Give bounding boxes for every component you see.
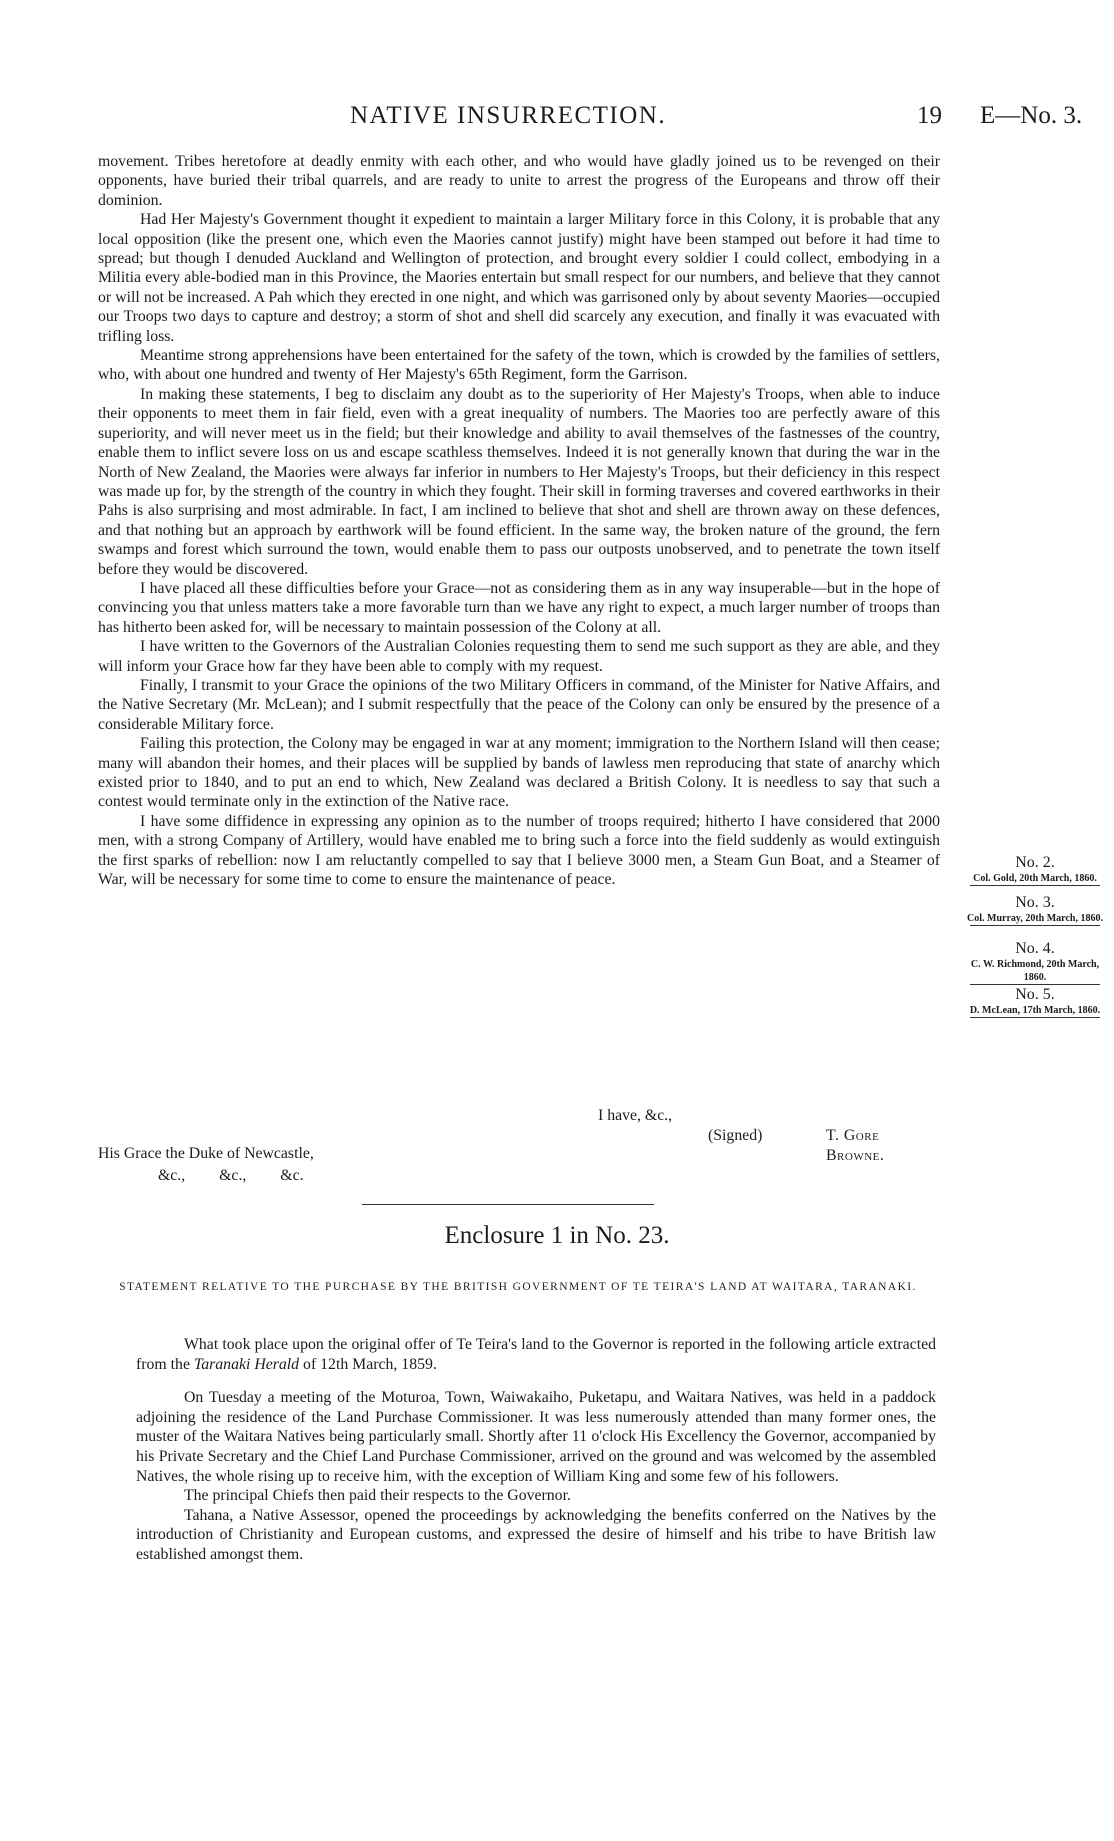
margin-note-number: No. 5. [1015,986,1055,1003]
margin-rule [970,925,1100,926]
margin-note-reference: D. McLean, 17th March, 1860. [969,1005,1101,1016]
page-header [0,102,1114,132]
paragraph: Had Her Majesty's Government thought it expedient to maintain a larger Military force in this Colony, it is probable that any local opposition (like the present one, which even the Maories cannot justify) might have been stamped out before it had time to spread; but though I denuded Auckland and Wellington of protection, and brought every soldier I could collect, embodying in a Militia every able-bodied man in this Province, the Maories entertain but small respect for our numbers, and believe that they cannot or will not be increased. A Pah which they erected in one night, and which was garrisoned only by about seventy Maories—occupied our Troops two days to capture and destroy; a storm of shot and shell did scarcely any execution, and finally it was evacuated with trifling loss. [98,211,940,345]
margin-rule [970,1017,1100,1018]
newspaper-name: Taranaki Herald [193,1355,300,1373]
section-divider [362,1204,654,1205]
addressee-etc: &c., &c., &c. [158,1167,304,1184]
paragraph: I have written to the Governors of the Australian Colonies requesting them to send me such support as they are able, and they will inform your Grace how far they have been able to comply with my request. [98,638,940,675]
intro-date: of 12th March, 1859. [299,1355,437,1373]
paragraph: I have placed all these difficulties before your Grace—not as considering them as in any way insuperable—but in the hope of convincing you that unless matters take a more favorable turn than we have any right to expect, a much larger number of troops than has hitherto been asked for, will be necessary to maintain possession of the Colony at all. [98,579,940,636]
margin-note-number: No. 4. [1015,940,1055,957]
signed-label: (Signed) [708,1127,763,1144]
margin-note [964,986,1106,1018]
margin-note-reference: Col. Murray, 20th March, 1860. [967,913,1103,924]
margin-rule [970,885,1100,886]
addressee: His Grace the Duke of Newcastle, [98,1145,314,1162]
paper-series: E—No. 3. [980,102,1083,129]
margin-note [964,894,1106,926]
paragraph: Failing this protection, the Colony may be engaged in war at any moment; immigration to the Northern Island will then cease; many will abandon their homes, and their places will be supplied by bands of lawless men reproducing that state of anarchy which existed prior to 1840, and to put an end to which, New Zealand was declared a British Colony. It is needless to say that such a contest would terminate only in the extinction of the Native race. [98,735,940,811]
margin-note-number: No. 2. [1015,854,1055,871]
margin-note-number: No. 3. [1015,894,1055,911]
paragraph: On Tuesday a meeting of the Moturoa, Town, Waiwakaiho, Puketapu, and Waitara Natives, was held in a paddock adjoining the residence of the Land Purchase Commissioner. It was less numerously attended than many former ones, the muster of the Waitara Natives being particularly small. Shortly after 11 o'clock His Excellency the Governor, accompanied by his Private Secretary and the Chief Land Purchase Commissioner, arrived on the ground and was welcomed by the assembled Natives, the whole rising up to receive him, with the exception of William King and some few of his followers. [136,1389,936,1485]
enclosure-body [136,1335,936,1565]
margin-note [964,854,1106,886]
paragraph: The principal Chiefs then paid their respects to the Governor. [184,1487,571,1505]
paragraph: Finally, I transmit to your Grace the opinions of the two Military Officers in command, of the Minister for Native Affairs, and the Native Secretary (Mr. McLean); and I submit respectfully that the peace of the Colony can only be ensured by the presence of a considerable Military force. [98,676,940,733]
margin-note-reference: Col. Gold, 20th March, 1860. [973,873,1097,884]
running-title: NATIVE INSURRECTION. [350,102,667,129]
paragraph: Tahana, a Native Assessor, opened the proceedings by acknowledging the benefits conferred on the Natives by the introduction of Christianity and European customs, and expressed the desire of himself and his tribe to have British law established amongst them. [136,1506,936,1563]
intro-text: What took place upon the original offer of Te Teira's land to the Governor is reported in the following article extracted from the [136,1336,936,1373]
paragraph: Meantime strong apprehensions have been entertained for the safety of the town, which is crowded by the families of settlers, who, with about one hundred and twenty of Her Majesty's 65th Regiment, form the Garrison. [98,347,940,384]
paragraph: I have some diffidence in expressing any opinion as to the number of troops required; hitherto I have considered that 2000 men, with a strong Company of Artillery, would have enabled me to bring such a force into the field suddenly as would extinguish the first sparks of rebellion: now I am reluctantly compelled to say that I believe 3000 men, a Steam Gun Boat, and a Steamer of War, will be necessary for some time to come to ensure the maintenance of peace. [98,812,940,889]
margin-note [964,940,1106,985]
closing-line: I have, &c., [598,1107,673,1124]
paragraph: movement. Tribes heretofore at deadly enmity with each other, and who would have gladly joined us to be revenged on their opponents, have buried their tribal quarrels, and are ready to unite to arrest the progress of the Europeans and throw off their dominion. [98,153,940,209]
statement-heading: STATEMENT RELATIVE TO THE PURCHASE BY THE BRITISH GOVERNMENT OF TE TEIRA'S LAND AT WAITARA, TARANAKI. [119,1281,917,1293]
letter-body [98,152,940,889]
enclosure-title: Enclosure 1 in No. 23. [444,1222,670,1249]
margin-rule [970,984,1100,985]
margin-note-reference: C. W. Richmond, 20th March, 1860. [970,959,1100,983]
page-number: 19 [917,102,942,129]
paragraph: In making these statements, I beg to disclaim any doubt as to the superiority of Her Majesty's Troops, when able to induce their opponents to meet them in fair field, even with a great inequality of numbers. The Maories too are perfectly aware of this superiority, and will never meet us in the field; but their knowledge and ability to avail themselves of the fastnesses of the country, enable them to inflict severe loss on us and escape scathless themselves. Indeed it is not generally known that during the war in the North of New Zealand, the Maories were always far inferior in numbers to Her Majesty's Troops, but their deficiency in this respect was made up for, by the strength of the country in which they fought. Their skill in forming traverses and covered earthworks in their Pahs is also surprising and most admirable. In fact, I am inclined to believe that shot and shell are thrown away on these defences, and that nothing but an approach by earthwork will be found efficient. In the same way, the broken nature of the ground, the fern swamps and forest which surround the town, would enable them to pass our outposts unobserved, and to penetrate the town itself before they would be discovered. [98,385,940,578]
signatory-name: T. Gore Browne. [826,1127,885,1164]
enclosure-intro [136,1335,936,1374]
